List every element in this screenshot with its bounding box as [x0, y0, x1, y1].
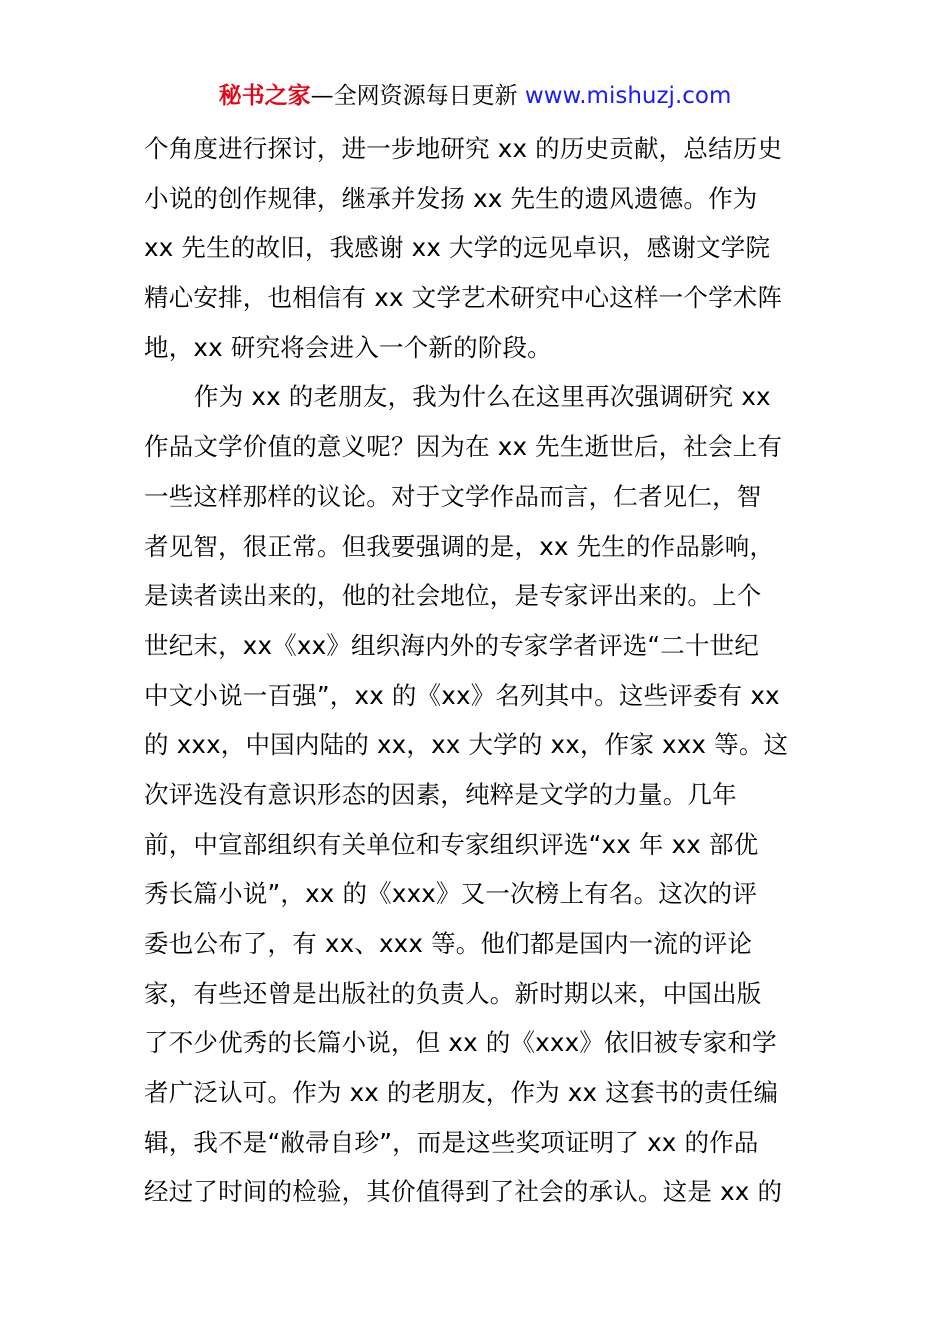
text-line: 作品文学价值的意义呢？因为在 xx 先生逝世后，社会上有: [144, 432, 783, 462]
text-line: 小说的创作规律，继承并发扬 xx 先生的遗风遗德。作为: [144, 183, 758, 213]
header-slogan: —全网资源每日更新: [310, 83, 518, 109]
text-line: 中文小说一百强”，xx 的《xx》名列其中。这些评委有 xx: [144, 680, 780, 710]
site-url: www.mishuzj.com: [524, 83, 732, 109]
text-line: 前，中宣部组织有关单位和专家组织评选“xx 年 xx 部优: [144, 829, 759, 859]
text-line: 辑，我不是“敝帚自珍”，而是这些奖项证明了 xx 的作品: [144, 1127, 759, 1157]
text-line: 者广泛认可。作为 xx 的老朋友，作为 xx 这套书的责任编: [144, 1078, 779, 1108]
text-line: 了不少优秀的长篇小说，但 xx 的《xxx》依旧被专家和学: [144, 1028, 777, 1058]
text-line: 次评选没有意识形态的因素，纯粹是文学的力量。几年: [144, 779, 737, 809]
text-line: 是读者读出来的，他的社会地位，是专家评出来的。上个: [144, 581, 762, 611]
text-line: 地，xx 研究将会进入一个新的阶段。: [144, 332, 552, 362]
text-line: 精心安排，也相信有 xx 文学艺术研究中心这样一个学术阵: [144, 283, 783, 313]
text-line: 世纪末，xx《xx》组织海内外的专家学者评选“二十世纪: [144, 630, 760, 660]
text-line: 秀长篇小说”，xx 的《xxx》又一次榜上有名。这次的评: [144, 879, 758, 909]
paragraph-start-line: 作为 xx 的老朋友，我为什么在这里再次强调研究 xx: [194, 382, 771, 412]
text-line: 者见智，很正常。但我要强调的是，xx 先生的作品影响，: [144, 531, 775, 561]
document-body: [144, 124, 814, 1217]
text-line: 个角度进行探讨，进一步地研究 xx 的历史贡献，总结历史: [144, 134, 783, 163]
text-line: 一些这样那样的议论。对于文学作品而言，仁者见仁，智: [144, 481, 762, 511]
text-line: xx 先生的故旧，我感谢 xx 大学的远见卓识，感谢文学院: [144, 233, 771, 263]
brand-name: 秘书之家: [218, 83, 311, 109]
page-header: [0, 80, 950, 112]
text-line: 经过了时间的检验，其价值得到了社会的承认。这是 xx 的: [144, 1177, 783, 1207]
text-line: 家，有些还曾是出版社的负责人。新时期以来，中国出版: [144, 978, 762, 1008]
text-line: 的 xxx，中国内陆的 xx，xx 大学的 xx，作家 xxx 等。这: [144, 730, 789, 760]
text-line: 委也公布了，有 xx、xxx 等。他们都是国内一流的评论: [144, 929, 753, 958]
